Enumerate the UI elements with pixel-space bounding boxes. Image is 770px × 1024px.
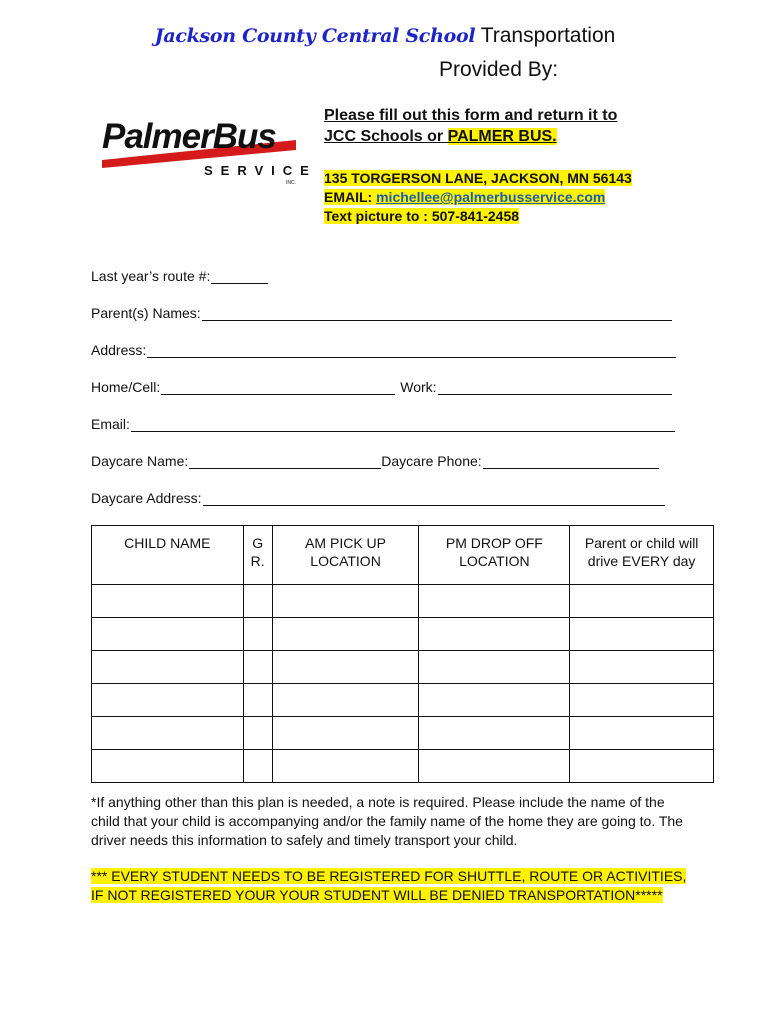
table-cell[interactable] <box>243 717 272 750</box>
field-label: Email: <box>91 416 130 432</box>
table-cell[interactable] <box>243 750 272 783</box>
contact-address: 135 TORGERSON LANE, JACKSON, MN 56143 <box>324 170 632 186</box>
table-cell[interactable] <box>272 651 419 684</box>
table-cell[interactable] <box>92 717 244 750</box>
registration-warning: *** EVERY STUDENT NEEDS TO BE REGISTERED FOR SHUTTLE, ROUTE OR ACTIVITIES, IF NOT REGISTERED YOUR YOUR STUDENT WILL BE DENIED TRANSPORTATION***** <box>91 868 687 903</box>
field-label: Parent(s) Names: <box>91 305 201 321</box>
table-cell[interactable] <box>92 585 244 618</box>
table-row <box>92 750 714 783</box>
table-cell[interactable] <box>570 585 714 618</box>
instructions-line2 <box>324 128 557 146</box>
table-cell[interactable] <box>419 684 570 717</box>
field-daycare <box>91 453 659 469</box>
work-input-line[interactable] <box>438 379 672 395</box>
table-cell[interactable] <box>570 618 714 651</box>
address-input-line[interactable] <box>147 342 676 358</box>
table-cell[interactable] <box>272 750 419 783</box>
logo-inc-text: INC. <box>286 180 296 186</box>
contact-email <box>324 189 605 205</box>
email-link[interactable]: michellee@palmerbusservice.com <box>376 189 606 205</box>
instructions-line1: Please fill out this form and return it to <box>324 107 618 124</box>
table-cell[interactable] <box>92 684 244 717</box>
table-header-row <box>92 526 714 585</box>
logo-brand-text: PalmerBus <box>102 117 276 156</box>
table-cell[interactable] <box>570 750 714 783</box>
table-cell[interactable] <box>243 618 272 651</box>
field-label-work: Work: <box>400 379 437 395</box>
table-cell[interactable] <box>570 684 714 717</box>
table-cell[interactable] <box>272 717 419 750</box>
plan-note: *If anything other than this plan is needed, a note is required. Please include the name of the child that your child is accompanying and/or the family name of the home they are going to. The driver needs this information to safely and timely transport your child. <box>91 794 683 848</box>
table-row <box>92 717 714 750</box>
field-email <box>91 416 675 432</box>
title-suffix: Transportation <box>475 24 616 47</box>
table-row <box>92 684 714 717</box>
field-parents <box>91 305 672 321</box>
header-child-name: CHILD NAME <box>92 526 244 585</box>
field-home-cell <box>91 379 672 395</box>
table-cell[interactable] <box>272 585 419 618</box>
page-title <box>0 24 770 48</box>
palmer-bus-logo <box>100 112 317 190</box>
daycare-name-input-line[interactable] <box>189 453 381 469</box>
logo-service-text: SERVICE <box>204 163 317 178</box>
email-label: EMAIL: <box>324 189 377 205</box>
table-row <box>92 618 714 651</box>
header-am-pickup: AM PICK UP LOCATION <box>272 526 419 585</box>
table-row <box>92 651 714 684</box>
table-cell[interactable] <box>243 651 272 684</box>
last-route-input-line[interactable] <box>211 268 268 284</box>
table-row <box>92 585 714 618</box>
parents-input-line[interactable] <box>202 305 672 321</box>
field-label: Daycare Address: <box>91 490 202 506</box>
table-cell[interactable] <box>92 651 244 684</box>
field-last-route <box>91 268 268 284</box>
header-grade: G R. <box>243 526 272 585</box>
field-label: Daycare Name: <box>91 453 189 469</box>
email-input-line[interactable] <box>131 416 675 432</box>
daycare-phone-input-line[interactable] <box>483 453 659 469</box>
table-cell[interactable] <box>92 618 244 651</box>
table-cell[interactable] <box>272 684 419 717</box>
table-cell[interactable] <box>243 684 272 717</box>
table-cell[interactable] <box>419 750 570 783</box>
field-label-daycare-phone: Daycare Phone: <box>381 453 482 469</box>
table-cell[interactable] <box>419 717 570 750</box>
table-cell[interactable] <box>419 618 570 651</box>
table-cell[interactable] <box>570 717 714 750</box>
school-name: Jackson County Central School <box>154 25 476 47</box>
header-pm-dropoff: PM DROP OFF LOCATION <box>419 526 570 585</box>
contact-text: Text picture to : 507-841-2458 <box>324 208 520 224</box>
field-label: Address: <box>91 342 147 358</box>
children-table <box>91 525 714 783</box>
field-daycare-address <box>91 490 665 506</box>
table-cell[interactable] <box>419 585 570 618</box>
table-cell[interactable] <box>92 750 244 783</box>
palmer-bus-highlight: PALMER BUS. <box>447 128 557 145</box>
field-address <box>91 342 676 358</box>
field-label: Last year’s route #: <box>91 268 211 284</box>
table-cell[interactable] <box>272 618 419 651</box>
field-label: Home/Cell: <box>91 379 161 395</box>
home-cell-input-line[interactable] <box>161 379 395 395</box>
table-cell[interactable] <box>570 651 714 684</box>
table-cell[interactable] <box>419 651 570 684</box>
provided-by: Provided By: <box>439 58 559 81</box>
instructions-prefix: JCC Schools or <box>324 128 448 145</box>
daycare-address-input-line[interactable] <box>203 490 665 506</box>
table-cell[interactable] <box>243 585 272 618</box>
header-drive-every-day: Parent or child will drive EVERY day <box>570 526 714 585</box>
